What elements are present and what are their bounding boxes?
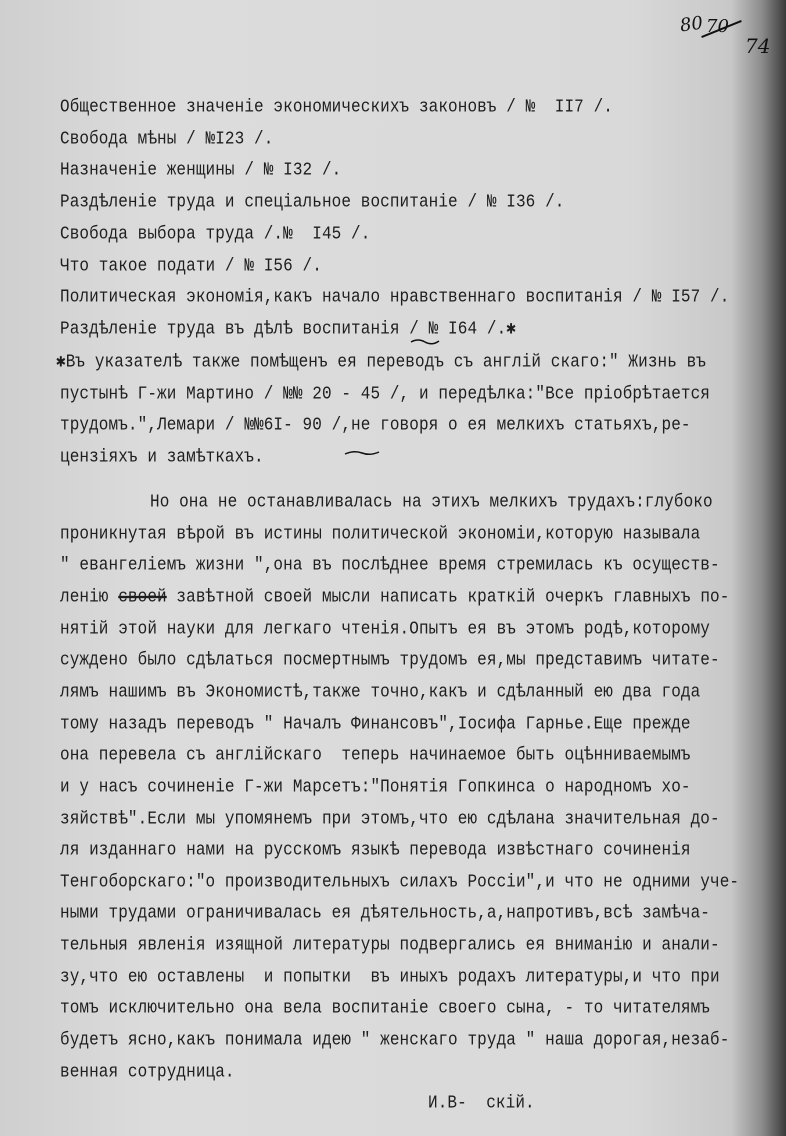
page-number-current: 74 — [745, 34, 771, 58]
list-item: Свобода выбора труда /.№ I45 /. — [60, 223, 371, 245]
list-item: Раздѣленie труда и спецiальное воспитанie / № I36 /. — [60, 191, 565, 213]
struck-word: своей — [118, 586, 167, 608]
paragraph-line: проникнутая вѣрой въ истины политической экономiи,которую называла — [60, 523, 701, 544]
paragraph-line: ными трудами ограничивалась ея дѣятельность,а,напротивъ,всѣ замѣча- — [60, 903, 711, 924]
paragraph-line: венная сотрудница. — [60, 1061, 235, 1083]
footnote-line: ✱Въ указателѣ также помѣщенъ ея переводъ съ англiй скаго:" Жизнь въ — [56, 351, 707, 373]
list-item: Общественное значенie экономическихъ законовъ / № II7 /. — [60, 96, 613, 118]
paragraph-line: ля изданнаго нами на русскомъ языкѣ перевода извѣстнаго сочиненiя — [60, 839, 691, 861]
paragraph-line: и у насъ сочиненie Г-жи Марсетъ:"Понятiя Гопкинса о народномъ хо- — [60, 776, 691, 798]
page-number-struck: 70 — [706, 16, 729, 37]
signature: И.В- скiй. — [428, 1092, 535, 1114]
paragraph-line — [60, 585, 729, 608]
paragraph-line: нятiй этой науки для легкаго чтенiя.Опытъ ея въ этомъ родѣ,которому — [60, 618, 711, 639]
paragraph-line: суждено было сдѣлаться посмертнымъ трудомъ ея,мы представимъ читате- — [60, 649, 720, 671]
paragraph-line: она перевела съ англiйскаго теперь начинаемое быть оцѣнниваемымъ — [60, 744, 691, 766]
paragraph-line: Но она не останавливалась на этихъ мелкихъ трудахъ:глубоко — [150, 491, 713, 513]
list-item: Свобода мѣны / №I23 /. — [60, 128, 274, 150]
handwritten-underline-mark — [410, 338, 440, 346]
footnote-line: цензiяхъ и замѣткахъ. — [60, 446, 264, 468]
footnote-line: трудомъ.",Лемари / №№6I- 90 /,не говоря о ея мелкихъ статьяхъ,ре- — [60, 415, 691, 436]
text-segment: ленiю — [60, 586, 119, 608]
text-segment: завѣтной своей мысли написать краткiй очеркъ главныхъ по- — [166, 586, 730, 608]
page-number-old: 80 — [678, 12, 705, 37]
paragraph-line: томъ исключительно она вела воспитанie своего сына, - то читателямъ — [60, 998, 711, 1019]
paragraph-line: будетъ ясно,какъ понимала идею " женскаго труда " наша дорогая,незаб- — [60, 1029, 730, 1051]
handwritten-underline-mark — [344, 449, 380, 457]
footnote-line: пустынѣ Г-жи Мартино / №№ 20 - 45 /, и передѣлка:"Все прiобрѣтается — [60, 383, 711, 405]
list-item: Что такое подати / № I56 /. — [60, 255, 322, 276]
list-item: Политическая экономiя,какъ начало нравственнаго воспитанiя / № I57 /. — [60, 286, 730, 308]
list-item: Назначенie женщины / № I32 /. — [60, 160, 342, 181]
paragraph-line: тому назадъ переводъ " Началъ Финансовъ",Iосифа Гарнье.Еще прежде — [60, 713, 691, 734]
list-item: Раздѣленie труда въ дѣлѣ воспитанiя / № I64 /.✱ — [60, 318, 517, 340]
paragraph-line: зяйствѣ".Если мы упомянемъ при этомъ,что ею сдѣлана значительная до- — [60, 808, 720, 829]
paragraph-line: тельныя явленiя изящной литературы подвергались ея вниманiю и анали- — [60, 934, 720, 956]
paragraph-line: Тенгоборскаго:"о производительныхъ силахъ Россiи",и что не одними уче- — [60, 871, 740, 893]
paragraph-line: зу,что ею оставлены и попытки въ иныхъ родахъ литературы,и что при — [60, 966, 720, 988]
paragraph-line: лямъ нашимъ въ Экономистѣ,также точно,какъ и сдѣланный ею два года — [60, 681, 701, 703]
paragraph-line: " евангелiемъ жизни ",она въ послѣднее время стремилась къ осуществ- — [60, 554, 720, 576]
